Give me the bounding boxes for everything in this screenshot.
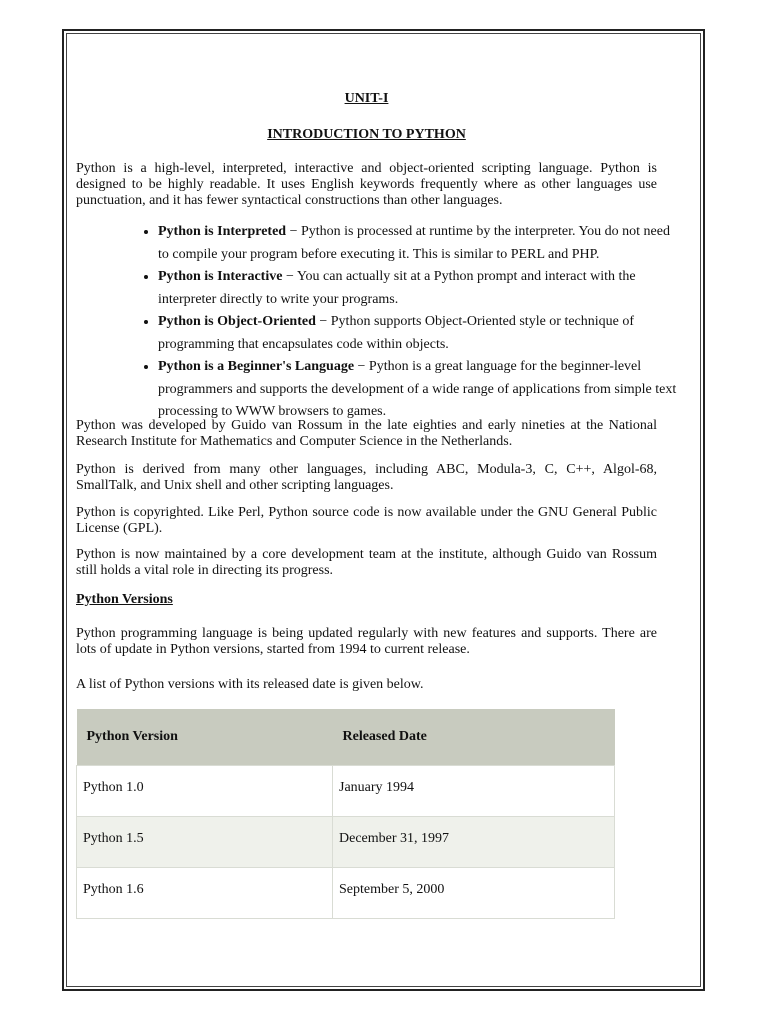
bullet-text: − Python is processed at runtime by the interpreter. You do not need to compile your program before executing it. This is similar to PERL and PHP. [158, 224, 670, 262]
list-item [158, 356, 678, 424]
bullet-text: − Python supports Object-Oriented style or technique of programming that encapsulates code within objects. [158, 314, 635, 352]
versions-intro-paragraph: Python programming language is being updated regularly with new features and supports. There are lots of update in Python versions, started from 1994 to current release. [76, 626, 657, 657]
table-row [77, 817, 615, 868]
cell-date: January 1994 [333, 766, 615, 817]
cell-version: Python 1.6 [77, 868, 333, 919]
bullet-term: Python is a Beginner's Language [158, 359, 355, 374]
history-paragraph: Python was developed by Guido van Rossum in the late eighties and early nineties at the National Research Institute for Mathematics and Computer Science in the Netherlands. [76, 418, 657, 449]
bullet-term: Python is Interactive [158, 269, 283, 284]
copyright-paragraph: Python is copyrighted. Like Perl, Python source code is now available under the GNU General Public License (GPL). [76, 505, 657, 536]
bullet-text: − You can actually sit at a Python prompt and interact with the interpreter directly to write your programs. [158, 269, 636, 307]
cell-date: December 31, 1997 [333, 817, 615, 868]
list-item [158, 266, 678, 311]
cell-version: Python 1.0 [77, 766, 333, 817]
maintained-paragraph: Python is now maintained by a core development team at the institute, although Guido van Rossum still holds a vital role in directing its progress. [76, 547, 657, 578]
table-row [77, 766, 615, 817]
versions-table [76, 709, 615, 919]
unit-title: UNIT-I [344, 91, 389, 106]
bullet-text: − Python is a great language for the beginner-level programmers and supports the development of a wide range of applications from simple text processing to WWW browsers to games. [158, 359, 677, 419]
derived-paragraph: Python is derived from many other languages, including ABC, Modula-3, C, C++, Algol-68, SmallTalk, and Unix shell and other scripting languages. [76, 462, 657, 493]
list-item [158, 311, 678, 356]
versions-list-intro: A list of Python versions with its released date is given below. [76, 677, 424, 692]
cell-version: Python 1.5 [77, 817, 333, 868]
section-title: INTRODUCTION TO PYTHON [267, 127, 466, 142]
header-python-version: Python Version [77, 709, 333, 766]
versions-heading: Python Versions [76, 592, 173, 607]
header-released-date: Released Date [333, 709, 615, 766]
bullet-term: Python is Object-Oriented [158, 314, 316, 329]
table-row [77, 868, 615, 919]
list-item [158, 221, 678, 266]
bullet-term: Python is Interpreted [158, 224, 287, 239]
feature-list [136, 221, 678, 424]
cell-date: September 5, 2000 [333, 868, 615, 919]
intro-paragraph: Python is a high-level, interpreted, interactive and object-oriented scripting language. Python is designed to be highly readable. It uses English keywords frequently where as other languages use punctuation, and it has fewer syntactical constructions than other languages. [76, 161, 657, 208]
table-header-row [77, 709, 615, 766]
